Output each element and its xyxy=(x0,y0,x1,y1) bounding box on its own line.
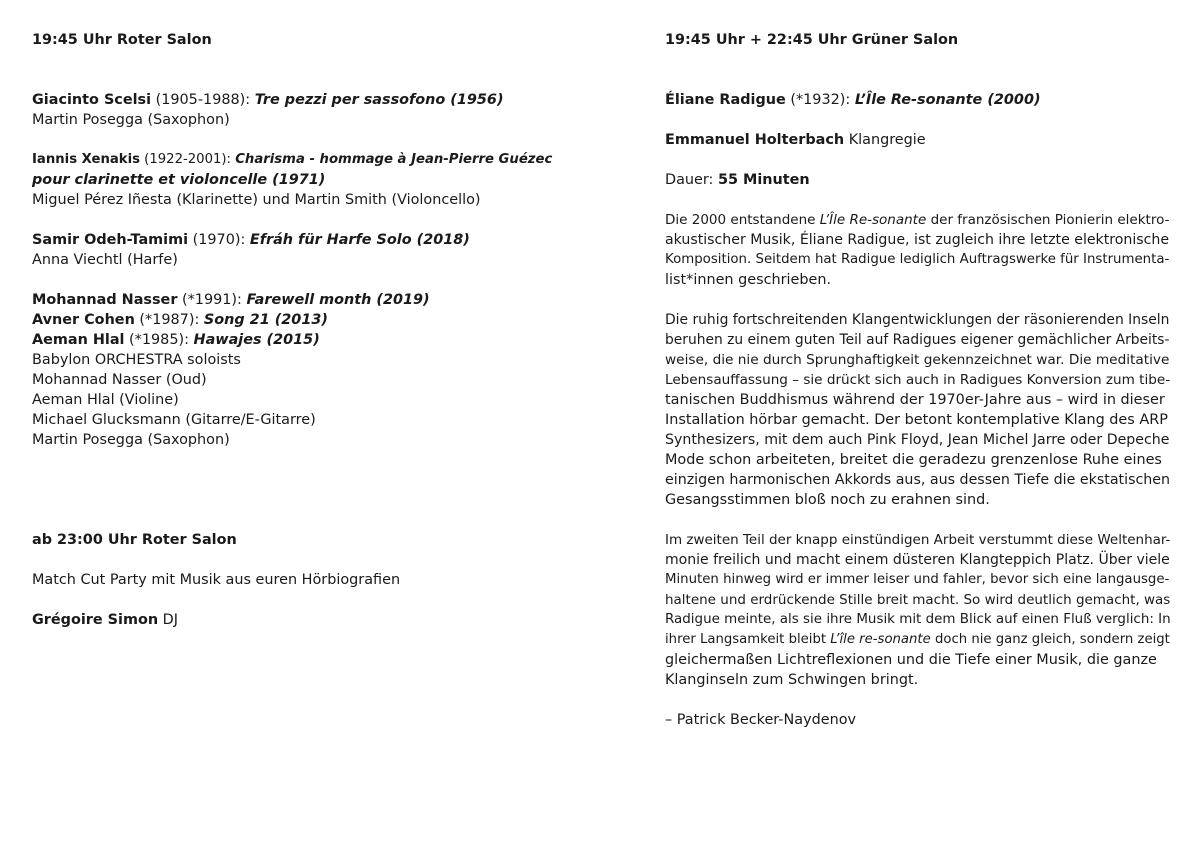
composer-name: Giacinto Scelsi xyxy=(32,92,152,108)
director-role: Klangregie xyxy=(844,132,926,148)
duration-label: Dauer: xyxy=(665,172,718,188)
text-run: doch nie ganz gleich, sondern zeigt xyxy=(930,632,1170,647)
text-line: Lebensauffassung – sie drückt sich auch in Radigues Konversion zum tibe- xyxy=(665,372,1171,388)
text-line: weise, die nie durch Sprunghaftigkeit gekennzeichnet war. Die meditative xyxy=(665,352,1170,368)
program-entry-scelsi xyxy=(32,90,552,130)
text-line: Im zweiten Teil der knapp einstündigen Arbeit verstummt diese Weltenhar- xyxy=(665,532,1171,548)
text-line: Klanginseln zum Schwingen bringt. xyxy=(665,672,919,688)
text-line: Minuten hinweg wird er immer leiser und fahler, bevor sich eine langausge- xyxy=(665,572,1170,587)
essay-author: – Patrick Becker-Naydenov xyxy=(665,712,857,728)
composer-dates: (*1991): xyxy=(177,292,247,308)
director-name: Emmanuel Holterbach xyxy=(665,132,845,148)
text-line: akustischer Musik, Éliane Radigue, ist zugleich ihre letzte elektronische xyxy=(665,232,1170,248)
work-title: Tre pezzi per sassofono (1956) xyxy=(254,92,504,108)
text-line: Komposition. Seitdem hat Radigue lediglich Auftragswerke für Instrumenta- xyxy=(665,252,1170,267)
text-line: Synthesizers, mit dem auch Pink Floyd, Jean Michel Jarre oder Depeche xyxy=(665,432,1170,448)
performer: Michael Glucksmann (Gitarre/E-Gitarre) xyxy=(32,412,316,428)
text-line: Gesangsstimmen bloß noch zu erahnen sind. xyxy=(665,492,990,508)
text-line: Radigue meinte, als sie ihre Musik mit dem Blick auf einen Fluß verglich: In xyxy=(665,612,1171,627)
text-line: einzigen harmonischen Akkords aus, aus dessen Tiefe die ekstatischen xyxy=(665,472,1171,488)
work-title-continued: pour clarinette et violoncelle (1971) xyxy=(32,172,326,188)
composer-dates: (1922-2001): xyxy=(139,152,236,167)
work-title: L’Île Re-sonante (2000) xyxy=(854,92,1041,108)
text-line: beruhen zu einem guten Teil auf Radigues eigener gemächlicher Arbeits- xyxy=(665,332,1170,348)
performer: Martin Posegga (Saxophon) xyxy=(32,432,230,448)
duration xyxy=(665,170,1170,190)
text-line: haltene und erdrückende Stille breit macht. So wird deutlich gemacht, was xyxy=(665,592,1171,608)
work-title: Charisma - hommage à Jean-Pierre Guézec xyxy=(235,152,553,167)
composer-dates: (*1932): xyxy=(785,92,855,108)
text-line: Installation hörbar gemacht. Der betont kontemplative Klang des ARP xyxy=(665,412,1168,428)
performer: Mohannad Nasser (Oud) xyxy=(32,372,207,388)
program-entry-babylon-orchestra xyxy=(32,290,552,450)
work-title: Hawajes (2015) xyxy=(193,332,320,348)
composer-name: Avner Cohen xyxy=(32,312,135,328)
composer-dates: (1970): xyxy=(188,232,250,248)
dj-name: Grégoire Simon xyxy=(32,612,159,628)
work-title: Efráh für Harfe Solo (2018) xyxy=(249,232,470,248)
composer-name: Samir Odeh-Tamimi xyxy=(32,232,189,248)
essay-paragraph-3 xyxy=(665,530,1170,690)
duration-value: 55 Minuten xyxy=(717,172,810,188)
text-run: Die 2000 entstandene xyxy=(665,212,820,228)
program-entry-radigue xyxy=(665,90,1170,110)
program-entry-odeh-tamimi xyxy=(32,230,552,270)
text-line: monie freilich und macht einem düsteren Klangteppich Platz. Über viele xyxy=(665,552,1170,568)
work-title-inline: L’Île Re-sonante xyxy=(819,212,927,228)
essay-paragraph-1 xyxy=(665,210,1170,290)
program-entry-xenakis xyxy=(32,150,552,210)
composer-dates: (*1987): xyxy=(134,312,204,328)
composer-dates: (*1985): xyxy=(124,332,194,348)
work-title-inline: L’île re-sonante xyxy=(830,632,931,647)
text-line: list*innen geschrieben. xyxy=(665,272,832,288)
composer-name: Iannis Xenakis xyxy=(32,152,140,167)
section-heading-gruener-salon: 19:45 Uhr + 22:45 Uhr Grüner Salon xyxy=(665,32,959,48)
dj-role: DJ xyxy=(158,612,178,628)
text-line: tanischen Buddhismus während der 1970er-Jahre aus – wird in dieser xyxy=(665,392,1165,408)
section-heading-late-roter-salon: ab 23:00 Uhr Roter Salon xyxy=(32,532,237,548)
composer-dates: (1905-1988): xyxy=(151,92,255,108)
performer: Anna Viechtl (Harfe) xyxy=(32,252,178,268)
performer: Aeman Hlal (Violine) xyxy=(32,392,179,408)
composer-name: Éliane Radigue xyxy=(665,92,786,108)
right-column xyxy=(665,30,1170,730)
text-run: der französischen Pionierin elektro- xyxy=(926,212,1170,228)
text-line: gleichermaßen Lichtreflexionen und die Tiefe einer Musik, die ganze xyxy=(665,652,1157,668)
work-title: Song 21 (2013) xyxy=(203,312,328,328)
section-heading-roter-salon: 19:45 Uhr Roter Salon xyxy=(32,32,212,48)
sound-direction-credit xyxy=(665,130,1170,150)
work-title: Farewell month (2019) xyxy=(246,292,430,308)
performer: Miguel Pérez Iñesta (Klarinette) und Martin Smith (Violoncello) xyxy=(32,192,481,208)
dj-credit xyxy=(32,610,552,630)
essay-paragraph-2 xyxy=(665,310,1170,510)
party-description: Match Cut Party mit Musik aus euren Hörbiografien xyxy=(32,572,401,588)
text-line: Mode schon arbeiteten, breitet die geradezu grenzenlose Ruhe eines xyxy=(665,452,1162,468)
text-line: Die ruhig fortschreitenden Klangentwicklungen der räsonierenden Inseln xyxy=(665,312,1170,328)
left-column xyxy=(32,30,552,630)
composer-name: Mohannad Nasser xyxy=(32,292,178,308)
performer: Babylon ORCHESTRA soloists xyxy=(32,352,241,368)
performer: Martin Posegga (Saxophon) xyxy=(32,112,230,128)
text-run: ihrer Langsamkeit bleibt xyxy=(665,632,831,647)
composer-name: Aeman Hlal xyxy=(32,332,125,348)
